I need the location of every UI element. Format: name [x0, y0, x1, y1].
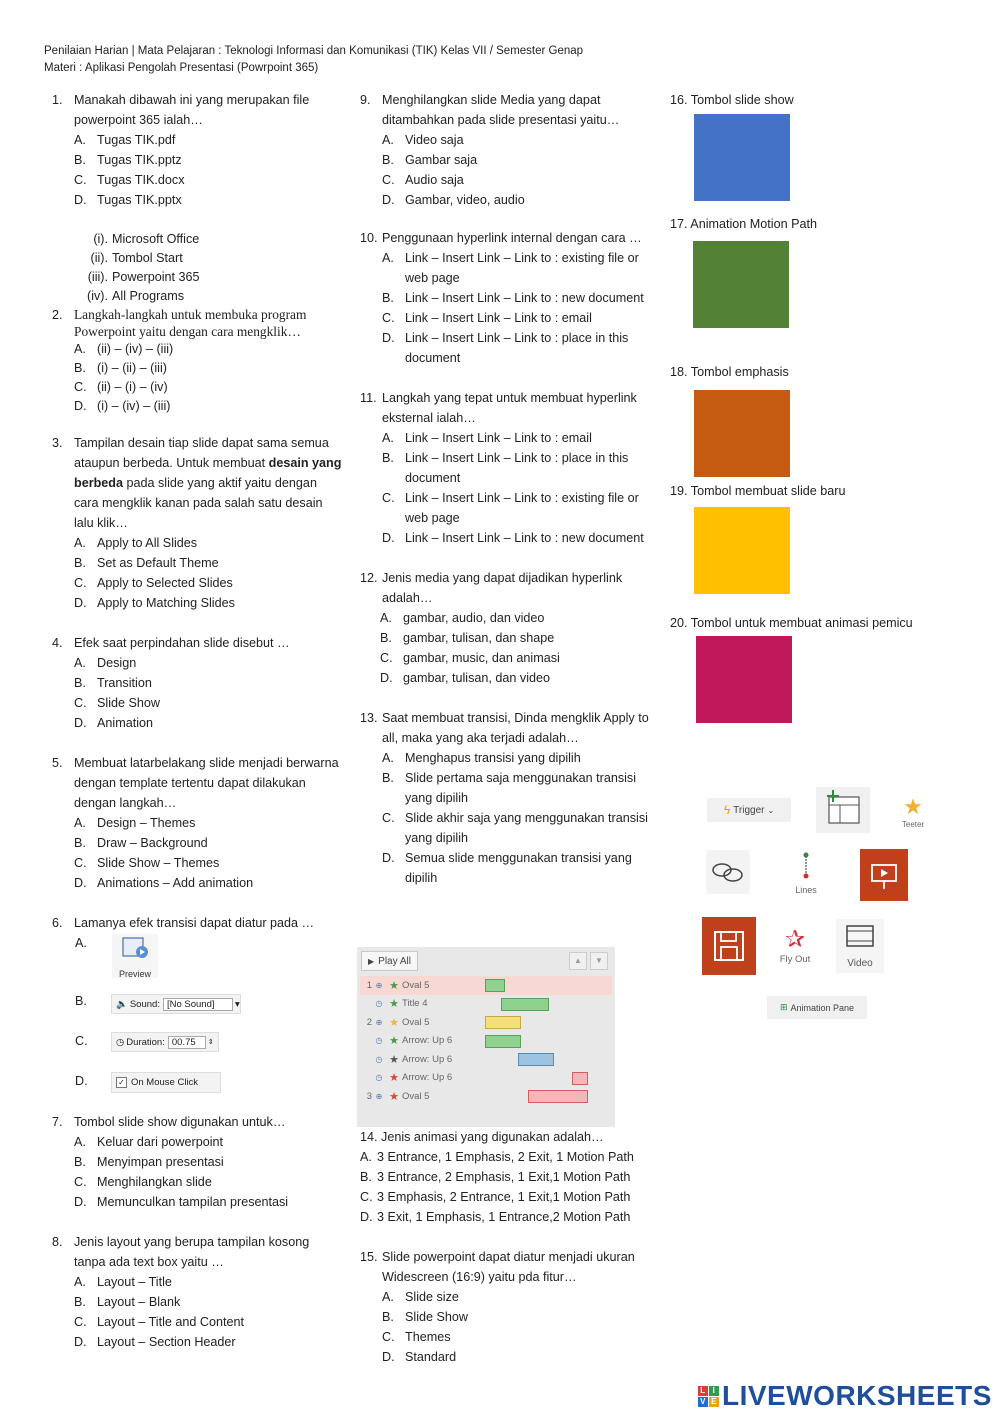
option-c[interactable]: C. Themes [382, 1330, 451, 1344]
fly-out-tile[interactable]: ✰ Fly Out [774, 926, 816, 974]
question-3: 3. Tampilan desain tiap slide dapat sama semua ataupun berbeda. Untuk membuat desain yang berbeda pada slide yang aktif yaitu dengan cara mengklik kanan pada salah satu desain lalu klik… A. Apply to All Slides B. Set as Default Theme C. Apply to Selected Slides D. Apply to Matching Slides [52, 433, 342, 613]
effect-star-icon: ★ [389, 1016, 399, 1029]
lines-icon [786, 850, 826, 880]
option-a[interactable]: A. Slide size [382, 1290, 459, 1304]
column-left [52, 90, 342, 933]
option-d[interactable]: D. Standard [382, 1350, 457, 1364]
column-middle [360, 90, 652, 888]
option-b[interactable]: B. Tugas TIK.pptz [74, 153, 182, 167]
animation-pane-tile[interactable]: ⊞ Animation Pane [767, 996, 867, 1019]
question-text: Jenis media yang dapat dijadikan hyperlink adalah… [382, 571, 623, 605]
question-text: Jenis layout yang berupa tampilan kosong tanpa ada text box yaitu … [74, 1235, 310, 1269]
question-5: 5. Membuat latarbelakang slide menjadi berwarna dengan template tertentu dapat dilakukan dengan langkah… A. Design – Themes B. Draw – Background C. Slide Show – Themes D. Animations – Add animation [52, 753, 342, 893]
spinner-icon: ⇕ [207, 1039, 214, 1046]
liveworksheets-logo [698, 1380, 992, 1412]
sound-select[interactable]: [No Sound] [163, 998, 233, 1011]
chevron-down-icon: ▾ [234, 998, 240, 1010]
option-b[interactable]: B. Set as Default Theme [74, 556, 219, 570]
header-line-2: Materi : Aplikasi Pengolah Presentasi (Powrpoint 365) [44, 62, 319, 74]
option-a[interactable]: A. Apply to All Slides [74, 536, 198, 550]
q6-option-d-label: D. [75, 1074, 88, 1088]
preview-icon [112, 934, 158, 964]
option-b[interactable]: B. Link – Insert Link – Link to : place in this document [382, 451, 629, 485]
logo-text: LIVEWORKSHEETS [722, 1380, 992, 1411]
option-b[interactable]: B. Slide pertama saja menggunakan transisi yang dipilih [382, 771, 637, 805]
clock-icon: ◷ [375, 1073, 383, 1083]
match-label-17: 17. Animation Motion Path [670, 217, 818, 231]
animation-pane-icon: ⊞ [779, 1002, 788, 1012]
option-d[interactable]: D. Tugas TIK.pptx [74, 193, 182, 207]
timeline-bar[interactable] [485, 1035, 521, 1048]
question-12: 12. Jenis media yang dapat dijadikan hyperlink adalah… A. gambar, audio, dan video B. gambar, tulisan, dan shape C. gambar, music, dan animasi D. gambar, tulisan, dan video [360, 568, 652, 688]
film-icon [836, 919, 884, 953]
option-d[interactable]: D. 3 Exit, 1 Emphasis, 1 Entrance,2 Motion Path [360, 1210, 631, 1224]
question-text: Lamanya efek transisi dapat diatur pada … [74, 916, 315, 930]
lines-tile[interactable]: Lines [786, 850, 826, 896]
new-slide-tile[interactable] [816, 787, 870, 833]
match-label-19: 19. Tombol membuat slide baru [670, 484, 846, 498]
question-10: 10. Penggunaan hyperlink internal dengan cara … A. Link – Insert Link – Link to : existing file or web page B. Link – Insert Link – Link to : new document C. Link – Insert Link – Link to : email D. Link – Insert Link – Link to : place in this document [360, 228, 652, 368]
effect-star-icon: ★ [389, 1090, 399, 1103]
option-c[interactable]: C. Apply to Selected Slides [74, 576, 233, 590]
option-a[interactable]: A. Link – Insert Link – Link to : email [382, 431, 592, 445]
q6-option-a[interactable]: A. [75, 936, 87, 950]
slide-show-tile[interactable] [860, 849, 908, 901]
animation-row[interactable]: 3 ⊕ ★ Oval 5 [360, 1087, 612, 1106]
match-label-16: 16. Tombol slide show [670, 93, 794, 107]
option-b[interactable]: B. Transition [74, 676, 152, 690]
question-text: Tampilan desain tiap slide dapat sama semua ataupun berbeda. Untuk membuat desain yang berbeda pada slide yang aktif yaitu dengan cara mengklik kanan pada salah satu desain lalu klik… [74, 436, 342, 530]
slideshow-icon [860, 849, 908, 901]
trigger-tile[interactable]: ϟ Trigger ⌄ [707, 798, 791, 822]
option-d[interactable]: D. Memunculkan tampilan presentasi [74, 1195, 289, 1209]
option-b[interactable]: B. gambar, tulisan, dan shape [380, 631, 555, 645]
animation-row[interactable]: ◷ ★ Arrow: Up 6 [360, 1050, 612, 1069]
on-mouse-click-control[interactable]: ✓ On Mouse Click [111, 1072, 221, 1093]
option-c[interactable]: C. 3 Emphasis, 2 Entrance, 1 Exit,1 Motion Path [360, 1190, 631, 1204]
option-c[interactable]: C. Slide akhir saja yang menggunakan transisi yang dipilih [382, 811, 648, 845]
option-d[interactable]: D. Animation [74, 716, 154, 730]
option-c[interactable]: C. Layout – Title and Content [74, 1315, 245, 1329]
option-b[interactable]: B. Slide Show [382, 1310, 469, 1324]
option-a[interactable]: A. 3 Entrance, 1 Emphasis, 2 Exit, 1 Motion Path [360, 1150, 634, 1164]
checkbox-icon[interactable]: ✓ [116, 1077, 127, 1088]
effect-star-icon: ★ [389, 1035, 399, 1048]
option-c[interactable]: C. Link – Insert Link – Link to : existing file or web page [382, 491, 639, 525]
hyperlink-tile[interactable] [706, 850, 750, 894]
option-c[interactable]: C. Audio saja [382, 173, 464, 187]
animation-row[interactable]: ◷ ★ Arrow: Up 6 [360, 1032, 612, 1051]
column-left-bottom [52, 1112, 342, 1352]
option-c[interactable]: C. Link – Insert Link – Link to : email [382, 311, 592, 325]
move-up-icon[interactable]: ▲ [569, 952, 587, 970]
option-c[interactable]: C. Slide Show – Themes [74, 856, 220, 870]
clock-icon: ◷ [375, 1036, 383, 1046]
clock-icon: ◷ [375, 999, 383, 1009]
option-c[interactable]: C. (ii) – (i) – (iv) [74, 380, 168, 394]
play-icon: ▶ [368, 956, 375, 966]
column-middle-bottom [360, 1127, 652, 1367]
option-b[interactable]: B. Draw – Background [74, 836, 208, 850]
preview-button[interactable]: Preview [112, 934, 158, 978]
question-text: Membuat latarbelakang slide menjadi berwarna dengan template tertentu dapat dilakukan dengan langkah… [74, 756, 339, 810]
drop-box-18[interactable] [694, 390, 790, 477]
header-line-1: Penilaian Harian | Mata Pelajaran : Teknologi Informasi dan Komunikasi (TIK) Kelas VII / Semester Genap [44, 45, 584, 57]
option-b[interactable]: B. Gambar saja [382, 153, 478, 167]
drop-box-20[interactable] [696, 636, 792, 723]
option-a[interactable]: A. Design [74, 656, 137, 670]
option-a[interactable]: A. Link – Insert Link – Link to : existing file or web page [382, 251, 639, 285]
lightning-icon: ϟ [723, 803, 731, 817]
question-text: Langkah-langkah untuk membuka program Powerpoint yaitu dengan cara mengklik… [74, 307, 307, 339]
star-icon: ✰ [784, 926, 806, 953]
effect-star-icon: ★ [389, 979, 399, 992]
question-text: Slide powerpoint dapat diatur menjadi ukuran Widescreen (16:9) yaitu pda fitur… [382, 1250, 635, 1284]
option-a[interactable]: A. gambar, audio, dan video [380, 611, 545, 625]
question-1: 1. Manakah dibawah ini yang merupakan file powerpoint 365 ialah… A. Tugas TIK.pdf B. Tugas TIK.pptz C. Tugas TIK.docx D. Tugas TIK.pptx [52, 90, 342, 210]
duration-control[interactable]: ◷ Duration: 00.75 ⇕ [111, 1032, 219, 1052]
option-c[interactable]: C. Slide Show [74, 696, 161, 710]
teeter-tile[interactable]: ★ Teeter [893, 794, 933, 834]
match-label-18: 18. Tombol emphasis [670, 365, 789, 379]
question-2: 2. Langkah-langkah untuk membuka program Powerpoint yaitu dengan cara mengklik… A. (ii) – (iv) – (iii) B. (i) – (ii) – (iii) C. (ii) – (i) – (iv) D. (i) – (iv) – (iii) [52, 306, 342, 416]
option-a[interactable]: A. Tugas TIK.pdf [74, 133, 176, 147]
question-text: Menghilangkan slide Media yang dapat ditambahkan pada slide presentasi yaitu… [382, 93, 620, 127]
question-text: Langkah yang tepat untuk membuat hyperlink eksternal ialah… [382, 391, 637, 425]
option-b[interactable]: B. Menyimpan presentasi [74, 1155, 224, 1169]
link-icon [706, 850, 750, 894]
option-d[interactable]: D. Link – Insert Link – Link to : place in this document [382, 331, 629, 365]
drop-box-19[interactable] [694, 507, 790, 594]
drop-box-17[interactable] [693, 241, 789, 328]
roman-list: (i). Microsoft Office (ii). Tombol Start (iii). Powerpoint 365 (iv). All Programs [87, 232, 200, 303]
option-c[interactable]: C. Tugas TIK.docx [74, 173, 185, 187]
option-a[interactable]: A. Layout – Title [74, 1275, 172, 1289]
option-d[interactable]: D. Layout – Section Header [74, 1335, 236, 1349]
question-13: 13. Saat membuat transisi, Dinda mengklik Apply to all, maka yang aka terjadi adalah… A. Menghapus transisi yang dipilih B. Slide pertama saja menggunakan transisi yang dipilih C. Slide akhir saja yang menggunakan transisi yang dipilih D. Semua slide menggunakan transisi yang dipilih [360, 708, 652, 888]
option-b[interactable]: B. Layout – Blank [74, 1295, 181, 1309]
duration-input[interactable]: 00.75 [168, 1036, 206, 1049]
option-a[interactable]: A. Design – Themes [74, 816, 196, 830]
option-d[interactable]: D. gambar, tulisan, dan video [380, 671, 551, 685]
option-d[interactable]: D. Animations – Add animation [74, 876, 254, 890]
timeline-bar[interactable] [528, 1090, 588, 1103]
question-14: 14. Jenis animasi yang digunakan adalah… A. 3 Entrance, 1 Emphasis, 2 Exit, 1 Motion Path B. 3 Entrance, 2 Emphasis, 1 Exit,1 Motion Path C. 3 Emphasis, 2 Entrance, 1 Exit,1 Motion Path D. 3 Exit, 1 Emphasis, 1 Entrance,2 Motion Path [360, 1127, 652, 1227]
effect-star-icon: ★ [389, 1053, 399, 1066]
option-c[interactable]: C. gambar, music, dan animasi [380, 651, 560, 665]
save-icon [702, 917, 756, 975]
option-b[interactable]: B. 3 Entrance, 2 Emphasis, 1 Exit,1 Motion Path [360, 1170, 631, 1184]
option-d[interactable]: D. Semua slide menggunakan transisi yang dipilih [382, 851, 632, 885]
animation-row[interactable]: 1 ⊕ ★ Oval 5 [360, 976, 612, 995]
animation-row[interactable]: 2 ⊕ ★ Oval 5 [360, 1013, 612, 1032]
logo-icon: L I V E [698, 1386, 719, 1407]
q6-option-c-label: C. [75, 1034, 88, 1048]
option-a[interactable]: A. Video saja [382, 133, 464, 147]
mouse-icon: ⊕ [375, 1017, 383, 1027]
move-down-icon[interactable]: ▼ [590, 952, 608, 970]
question-8: 8. Jenis layout yang berupa tampilan kosong tanpa ada text box yaitu … A. Layout – Title B. Layout – Blank C. Layout – Title and Content D. Layout – Section Header [52, 1232, 342, 1352]
speaker-icon: 🔈 [116, 998, 128, 1010]
question-text: Saat membuat transisi, Dinda mengklik Apply to all, maka yang aka terjadi adalah… [382, 711, 649, 745]
animation-row[interactable]: ◷ ★ Title 4 [360, 995, 612, 1014]
worksheet-header [44, 43, 583, 77]
question-9: 9. Menghilangkan slide Media yang dapat ditambahkan pada slide presentasi yaitu… A. Video saja B. Gambar saja C. Audio saja D. Gambar, video, audio [360, 90, 652, 210]
timeline-bar[interactable] [485, 1016, 521, 1029]
question-text: Manakah dibawah ini yang merupakan file powerpoint 365 ialah… [74, 93, 310, 127]
animation-pane [357, 947, 615, 1127]
timeline-bar[interactable] [518, 1053, 554, 1066]
option-d[interactable]: D. Link – Insert Link – Link to : new document [382, 531, 644, 545]
effect-star-icon: ★ [389, 1072, 399, 1085]
option-a[interactable]: A. Keluar dari powerpoint [74, 1135, 224, 1149]
option-c[interactable]: C. Menghilangkan slide [74, 1175, 212, 1189]
video-tile[interactable]: Video [836, 919, 884, 973]
question-6: 6. Lamanya efek transisi dapat diatur pada … [52, 913, 342, 933]
option-d[interactable]: D. Apply to Matching Slides [74, 596, 235, 610]
drop-box-16[interactable] [694, 114, 790, 201]
mouse-icon: ⊕ [375, 980, 383, 990]
clock-icon: ◷ [375, 1054, 383, 1064]
q6-option-b-label: B. [75, 994, 87, 1008]
match-label-20: 20. Tombol untuk membuat animasi pemicu [670, 616, 913, 630]
effect-star-icon: ★ [389, 998, 399, 1011]
mouse-icon: ⊕ [375, 1091, 383, 1101]
chevron-down-icon: ⌄ [767, 805, 775, 815]
question-11: 11. Langkah yang tepat untuk membuat hyperlink eksternal ialah… A. Link – Insert Link – Link to : email B. Link – Insert Link – Link to : place in this document C. Link – Insert Link – Link to : existing file or web page D. Link – Insert Link – Link to : new document [360, 388, 652, 548]
clock-icon: ◷ [116, 1036, 125, 1048]
save-tile[interactable] [702, 917, 756, 975]
star-icon: ★ [903, 794, 923, 819]
option-b[interactable]: B. Link – Insert Link – Link to : new document [382, 291, 644, 305]
option-d[interactable]: D. Gambar, video, audio [382, 193, 525, 207]
timeline-bar[interactable] [572, 1072, 588, 1085]
new-slide-icon [816, 787, 870, 833]
timeline-bar[interactable] [501, 998, 549, 1011]
animation-row[interactable]: ◷ ★ Arrow: Up 6 [360, 1069, 612, 1088]
option-d[interactable]: D. (i) – (iv) – (iii) [74, 399, 171, 413]
question-text: Jenis animasi yang digunakan adalah… [381, 1130, 604, 1144]
option-a[interactable]: A. Menghapus transisi yang dipilih [382, 751, 581, 765]
sound-control[interactable]: 🔈 Sound: [No Sound] ▾ [111, 994, 241, 1014]
question-text: Penggunaan hyperlink internal dengan cara … [382, 231, 642, 245]
play-all-button[interactable]: ▶ Play All [361, 951, 418, 971]
option-b[interactable]: B. (i) – (ii) – (iii) [74, 361, 167, 375]
timeline-bar[interactable] [485, 979, 505, 992]
question-4: 4. Efek saat perpindahan slide disebut … A. Design B. Transition C. Slide Show D. Animation [52, 633, 342, 733]
question-text: Efek saat perpindahan slide disebut … [74, 636, 290, 650]
question-15: 15. Slide powerpoint dapat diatur menjadi ukuran Widescreen (16:9) yaitu pda fitur… A. Slide size B. Slide Show C. Themes D. Standard [360, 1247, 652, 1367]
question-text: Tombol slide show digunakan untuk… [74, 1115, 286, 1129]
question-7: 7. Tombol slide show digunakan untuk… A. Keluar dari powerpoint B. Menyimpan presentasi C. Menghilangkan slide D. Memunculkan tampilan presentasi [52, 1112, 342, 1212]
option-a[interactable]: A. (ii) – (iv) – (iii) [74, 342, 174, 356]
